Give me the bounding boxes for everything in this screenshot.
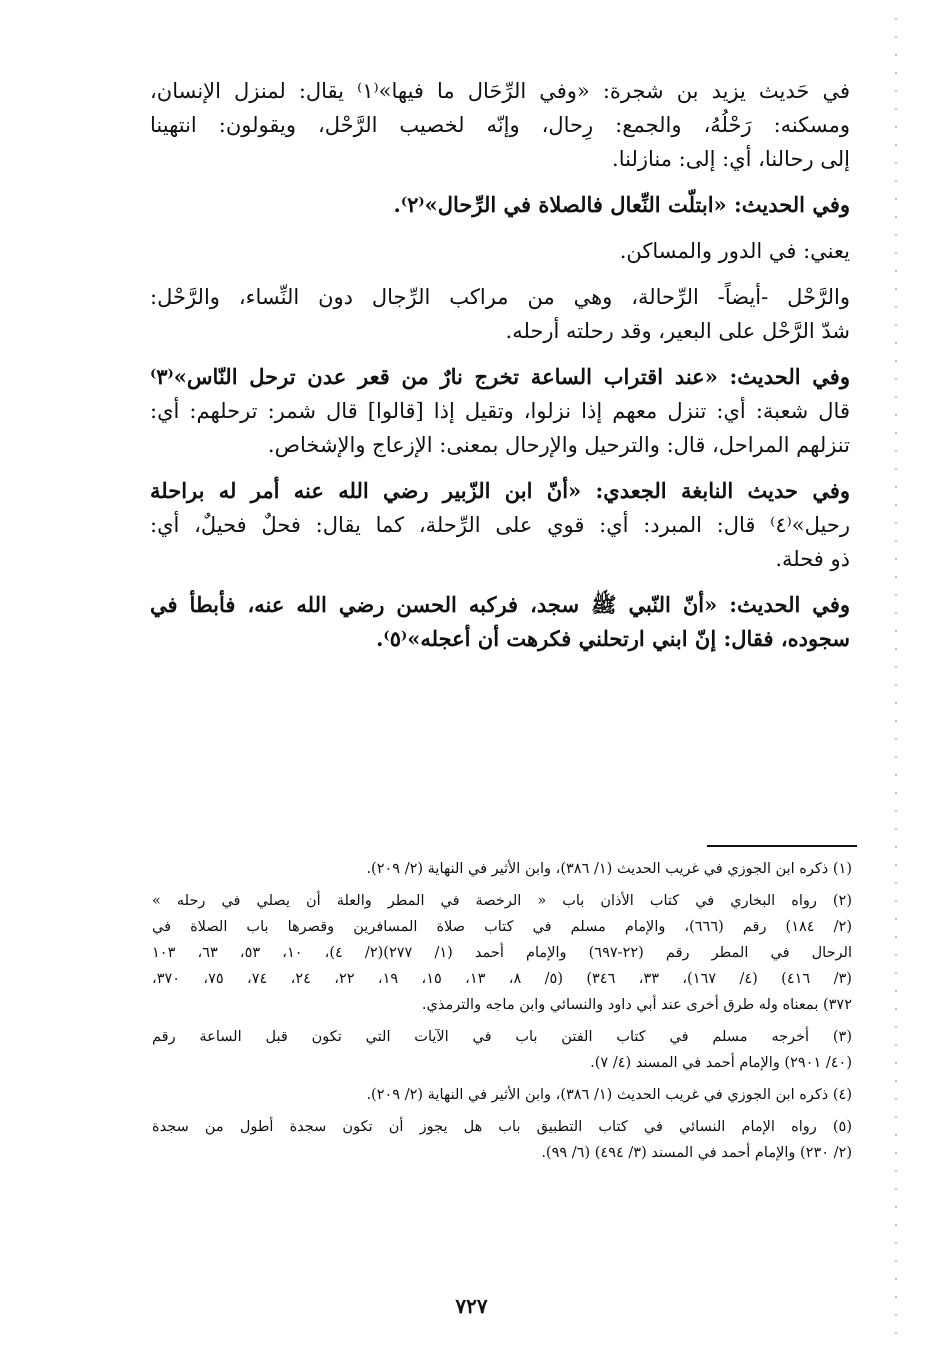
paragraph-6 <box>150 474 850 576</box>
text-line: سجوده، فقال: إنّ ابني ارتحلني فكرهت أن أعجله»⁽٥⁾. <box>376 626 850 651</box>
text-line: وفي الحديث: «عند اقتراب الساعة تخرج نارٌ من قعر عدن ترحل النّاس»⁽٣⁾ <box>150 364 850 389</box>
footnote-line: (٣/ ٤١٦) (٤/ ١٦٧)، ٣٣، ٣٤٦) (٥/ ٨، ١٣، ١٥، ١٩، ٢٢، ٢٤، ٧٤، ٧٥، ٣٧٠، <box>152 971 852 987</box>
footnote-line: (٢) رواه البخاري في كتاب الأذان باب « الرخصة في المطر والعلة أن يصلي في رحله » <box>152 893 852 909</box>
text-line: شدّ الرَّحْل على البعير، وقد رحلته أرحله. <box>505 319 850 343</box>
footnote-1 <box>152 856 852 882</box>
footnote-2 <box>152 888 852 1018</box>
footnote-line: (٥) رواه الإمام النسائي في كتاب التطبيق باب هل يجوز أن تكون سجدة أطول من سجدة <box>152 1119 852 1135</box>
text-line: وفي حديث النابغة الجعدي: «أنّ ابن الزّبير رضي الله عنه أمر له براحلة <box>150 478 850 503</box>
text-line: رحيل»⁽٤⁾ قال: المبرد: أي: قوي على الرِّحلة، كما يقال: فحلٌ فحيلٌ، أي: <box>150 513 850 537</box>
footnote-line: (٤) ذكره ابن الجوزي في غريب الحديث (١/ ٣٨٦)، وابن الأثير في النهاية (٢/ ٢٠٩). <box>366 1087 852 1103</box>
paragraph-5 <box>150 360 850 462</box>
main-text <box>150 74 850 668</box>
footnote-line: (٢/ ١٨٤) رقم (٦٦٦)، والإمام مسلم في كتاب صلاة المسافرين وقصرها باب الصلاة في <box>152 919 852 935</box>
footnote-line: (١) ذكره ابن الجوزي في غريب الحديث (١/ ٣٨٦)، وابن الأثير في النهاية (٢/ ٢٠٩). <box>366 861 852 877</box>
page-number: ٧٢٧ <box>455 1294 488 1318</box>
text-line: تنزلهم المراحل، قال: والترحيل والإرحال بمعنى: الإزعاج والإشخاص. <box>267 433 850 457</box>
footnote-line: ٣٧٢) بمعناه وله طرق أخرى عند أبي داود والنسائي وابن ماجه والترمذي. <box>421 997 852 1013</box>
text-line: يعني: في الدور والمساكن. <box>619 239 850 263</box>
paragraph-7 <box>150 588 850 656</box>
text-line: ذو فحلة. <box>775 547 850 571</box>
text-line: ومسكنه: رَحْلُهُ، والجمع: رِحال، وإنّه لخصيب الرَّحْل، ويقولون: انتهينا <box>150 113 850 137</box>
paragraph-3 <box>150 234 850 268</box>
footnote-line: (٢/ ٢٣٠) والإمام أحمد في المسند (٣/ ٤٩٤) (٦/ ٩٩). <box>541 1145 852 1161</box>
text-line: وفي الحديث: «أنّ النّبي ﷺ سجد، فركبه الحسن رضي الله عنه، فأبطأ في <box>150 592 850 617</box>
footnote-line: الرحال في المطر رقم (٢٢-٦٩٧) والإمام أحمد (١/ ٢٧٧)(٢/ ٤)، ١٠، ٥٣، ٦٣، ١٠٣ <box>152 945 852 961</box>
text-line: في حَديث يزيد بن شجرة: «وفي الرِّحَال ما فيها»⁽١⁾ يقال: لمنزل الإنسان، <box>150 79 850 103</box>
page-edge-dots <box>895 10 897 1350</box>
footnote-4 <box>152 1082 852 1108</box>
paragraph-1 <box>150 74 850 176</box>
footnote-separator <box>707 845 857 847</box>
footnote-line: (٤٠/ ٢٩٠١) والإمام أحمد في المسند (٤/ ٧). <box>590 1055 852 1071</box>
paragraph-4 <box>150 280 850 348</box>
text-line: إلى رحالنا، أي: إلى: منازلنا. <box>612 147 850 171</box>
paragraph-2 <box>150 188 850 222</box>
text-line: وفي الحديث: «ابتلّت النِّعال فالصلاة في الرِّحال»⁽٢⁾. <box>393 192 850 217</box>
footnotes <box>152 856 852 1172</box>
footnote-3 <box>152 1024 852 1076</box>
footnote-line: (٣) أخرجه مسلم في كتاب الفتن باب في الآيات التي تكون قبل الساعة رقم <box>152 1029 852 1045</box>
footnote-5 <box>152 1114 852 1166</box>
text-line: قال شعبة: أي: تنزل معهم إذا نزلوا، وتقيل إذا [قالوا] قال شمر: ترحلهم: أي: <box>150 399 850 423</box>
text-line: والرَّحْل -أيضاً- الرِّحالة، وهي من مراكب الرِّجال دون النِّساء، والرَّحْل: <box>150 285 850 309</box>
